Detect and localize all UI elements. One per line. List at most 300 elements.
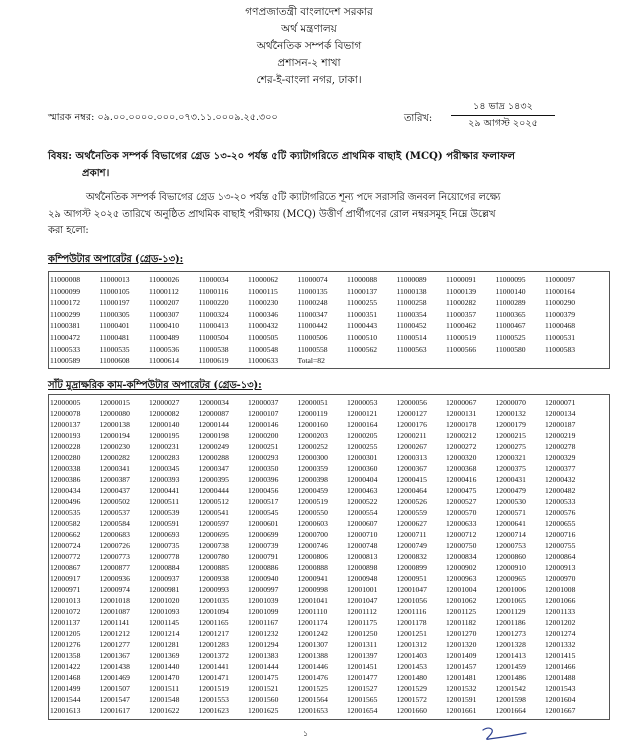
roll-number: 11000563: [396, 344, 427, 354]
roll-number: 12000535: [50, 508, 81, 517]
roll-number: 12001178: [396, 618, 427, 627]
roll-number: 11000619: [198, 356, 229, 366]
roll-number: 12000193: [50, 431, 81, 440]
roll-number: 11000324: [198, 309, 229, 319]
roll-number: 11000432: [248, 321, 279, 331]
division-name: অর্থনৈতিক সম্পর্ক বিভাগ: [256, 40, 362, 52]
roll-number: 12000970: [545, 574, 576, 583]
roll-number: 12001041: [297, 596, 328, 605]
roll-number: 12000941: [297, 574, 328, 583]
roll-number: 12000416: [446, 475, 477, 484]
roll-number: 12000710: [347, 530, 378, 539]
roll-number: 12001415: [545, 651, 576, 660]
roll-number: 12000655: [545, 519, 576, 528]
roll-number: 12001273: [495, 629, 526, 638]
roll-number: 12000526: [396, 497, 427, 506]
roll-number: 12000940: [248, 574, 279, 583]
roll-number: 12000144: [198, 420, 229, 429]
roll-number: 12000437: [99, 486, 130, 495]
roll-number: 12000321: [495, 453, 526, 462]
roll-number: 12000948: [347, 574, 378, 583]
roll-row: [50, 661, 595, 672]
roll-row: [50, 496, 595, 507]
roll-number: 12000773: [99, 552, 130, 561]
roll-row: [50, 441, 595, 452]
roll-row: [50, 274, 595, 286]
roll-row: [50, 320, 595, 332]
roll-number: 11000443: [347, 321, 378, 331]
roll-number: 12001066: [545, 596, 576, 605]
roll-number: 12000211: [396, 431, 427, 440]
roll-number: 11000410: [149, 321, 180, 331]
roll-number: 12000338: [50, 464, 81, 473]
roll-number: 12000899: [396, 563, 427, 572]
roll-number: 12000963: [446, 574, 477, 583]
roll-number: 12001358: [50, 651, 81, 660]
roll-number: 12000695: [198, 530, 229, 539]
roll-number: 12000591: [149, 519, 180, 528]
roll-number: 12001087: [99, 607, 130, 616]
roll-number: 12001281: [149, 640, 180, 649]
roll-number: 12000280: [50, 453, 81, 462]
roll-number: 12001617: [99, 706, 130, 715]
roll-number: 12000459: [297, 486, 328, 495]
roll-number: 12000530: [495, 497, 526, 506]
roll-number: 12000778: [149, 552, 180, 561]
roll-number: 12000571: [495, 508, 526, 517]
roll-number: 12000683: [99, 530, 130, 539]
roll-number: 11000207: [149, 298, 180, 308]
roll-number: 12001661: [446, 706, 477, 715]
roll-number: 12001202: [545, 618, 576, 627]
roll-number: 12000386: [50, 475, 81, 484]
roll-number: 12001072: [50, 607, 81, 616]
roll-number: 12000511: [149, 497, 180, 506]
roll-number: 12001529: [396, 684, 427, 693]
roll-list-stenographer: [50, 397, 595, 716]
roll-number: 12000367: [396, 464, 427, 473]
roll-number: 11000379: [545, 309, 576, 319]
roll-number: 12000119: [297, 409, 328, 418]
roll-number: 12000724: [50, 541, 81, 550]
roll-number: 11000255: [347, 298, 378, 308]
roll-number: 11000026: [149, 275, 180, 284]
roll-number: 12000726: [99, 541, 130, 550]
total-count: Total=82: [297, 356, 325, 366]
roll-number: 12000716: [545, 530, 576, 539]
roll-number: 12000735: [149, 541, 180, 550]
date-label: তারিখ:: [404, 113, 433, 124]
roll-number: 12000341: [99, 464, 130, 473]
roll-number: 11000562: [347, 344, 378, 354]
roll-number: 11000346: [248, 309, 279, 319]
roll-number: 12000194: [99, 431, 130, 440]
roll-number: 12000215: [495, 431, 526, 440]
roll-number: 11000282: [446, 298, 477, 308]
roll-number: 12001481: [446, 673, 477, 682]
body-line-1: অর্থনৈতিক সম্পর্ক বিভাগের গ্রেড ১৩-২০ পর্যন্ত ৫টি ক্যাটাগরিতে শূন্য পদে সরাসরি জনবল নিয়োগের লক্ষ্যে: [86, 192, 501, 203]
roll-number: 12001469: [99, 673, 130, 682]
roll-number: 12001499: [50, 684, 81, 693]
roll-number: 12001507: [99, 684, 130, 693]
roll-number: 12000965: [495, 574, 526, 583]
category-title-computer-operator: কম্পিউটার অপারেটর (গ্রেড-১৩):: [48, 254, 184, 265]
roll-row: [50, 606, 595, 617]
roll-row: [50, 683, 595, 694]
roll-number: 11000172: [50, 298, 81, 308]
roll-number: 12000512: [198, 497, 229, 506]
roll-number: 12001270: [446, 629, 477, 638]
page-number: ১: [303, 729, 309, 738]
date-block: [451, 100, 555, 131]
roll-row: [50, 397, 595, 408]
roll-number: 12001320: [446, 640, 477, 649]
roll-number: 12001486: [495, 673, 526, 682]
roll-number: 12001388: [297, 651, 328, 660]
roll-number: 11000558: [297, 344, 328, 354]
roll-number: 12000345: [149, 464, 180, 473]
roll-number: 12001312: [396, 640, 427, 649]
roll-number: 12000080: [99, 409, 130, 418]
roll-number: 12000860: [495, 552, 526, 561]
roll-number: 12000037: [248, 398, 279, 407]
government-name: গণপ্রজাতন্ত্রী বাংলাদেশ সরকার: [245, 6, 373, 18]
roll-number: 12000288: [198, 453, 229, 462]
roll-number: 11000115: [248, 286, 278, 296]
roll-number: 12001438: [99, 662, 130, 671]
roll-number: 12000971: [50, 585, 81, 594]
roll-number: 12000519: [297, 497, 328, 506]
roll-number: 12000456: [248, 486, 279, 495]
roll-number: 12000015: [99, 398, 130, 407]
roll-number: 12000570: [446, 508, 477, 517]
roll-number: 12000601: [248, 519, 279, 528]
roll-number: 11000138: [396, 286, 427, 296]
roll-number: 11000289: [495, 298, 526, 308]
roll-number: 12001182: [446, 618, 477, 627]
roll-number: 12000441: [149, 486, 180, 495]
roll-number: 12001440: [149, 662, 180, 671]
roll-number: 12000137: [50, 420, 81, 429]
roll-number: 12001175: [347, 618, 378, 627]
roll-row: [50, 705, 595, 716]
roll-number: 12000134: [545, 409, 576, 418]
roll-number: 12000398: [297, 475, 328, 484]
roll-number: 12001409: [446, 651, 477, 660]
roll-number: 12000993: [198, 585, 229, 594]
roll-number: 12001094: [198, 607, 229, 616]
roll-number: 11000351: [347, 309, 378, 319]
roll-number: 12000475: [446, 486, 477, 495]
roll-number: 12000070: [495, 398, 526, 407]
roll-number: 11000062: [248, 275, 279, 284]
roll-number: 12001274: [545, 629, 576, 638]
roll-number: 12000559: [396, 508, 427, 517]
roll-number: 12000282: [99, 453, 130, 462]
roll-number: 11000137: [347, 286, 378, 296]
roll-number: 12001145: [149, 618, 180, 627]
roll-number: 12000164: [347, 420, 378, 429]
roll-row: [50, 463, 595, 474]
roll-number: 12000597: [198, 519, 229, 528]
roll-number: 12000195: [149, 431, 180, 440]
roll-number: 12001283: [198, 640, 229, 649]
roll-number: 12000275: [495, 442, 526, 451]
roll-number: 12001476: [297, 673, 328, 682]
roll-row: [50, 518, 595, 529]
roll-number: 12001553: [198, 695, 229, 704]
roll-number: 12001065: [495, 596, 526, 605]
roll-number: 12000884: [149, 563, 180, 572]
roll-number: 12001133: [545, 607, 576, 616]
roll-number: 12001475: [248, 673, 279, 682]
roll-number: 12000746: [297, 541, 328, 550]
roll-number: 12000251: [248, 442, 279, 451]
roll-number: 12001372: [198, 651, 229, 660]
roll-number: 11000347: [297, 309, 328, 319]
roll-number: 12001137: [50, 618, 81, 627]
roll-number: 12001250: [347, 629, 378, 638]
roll-number: 12001548: [149, 695, 180, 704]
roll-number: 12000087: [198, 409, 229, 418]
roll-number: 12001214: [149, 629, 180, 638]
roll-number: 12001307: [297, 640, 328, 649]
roll-number: 12001251: [396, 629, 427, 638]
roll-number: 12001591: [446, 695, 477, 704]
subject-line-2: প্রকাশ।: [82, 167, 110, 179]
roll-number: 11000034: [198, 275, 229, 284]
roll-number: 12001232: [248, 629, 279, 638]
roll-number: 12000067: [446, 398, 477, 407]
roll-number: 11000519: [446, 332, 477, 342]
roll-number: 12001660: [396, 706, 427, 715]
roll-number: 11000566: [446, 344, 477, 354]
roll-number: 12000545: [248, 508, 279, 517]
roll-number: 12000146: [248, 420, 279, 429]
roll-row: [50, 694, 595, 705]
roll-number: 12000368: [446, 464, 477, 473]
roll-number: 12001001: [347, 585, 378, 594]
roll-number: 12001277: [99, 640, 130, 649]
roll-number: 11000230: [248, 298, 279, 308]
roll-number: 12001543: [545, 684, 576, 693]
roll-number: 11000140: [495, 286, 526, 296]
roll-number: 12000479: [495, 486, 526, 495]
roll-number: 12000867: [50, 563, 81, 572]
roll-number: 12001039: [248, 596, 279, 605]
roll-number: 11000135: [297, 286, 328, 296]
roll-number: 11000504: [198, 332, 229, 342]
roll-row: [50, 344, 595, 356]
roll-number: 12000584: [99, 519, 130, 528]
roll-number: 12001623: [198, 706, 229, 715]
roll-number: 12000633: [446, 519, 477, 528]
roll-number: 12001328: [495, 640, 526, 649]
roll-number: 11000008: [50, 275, 81, 284]
roll-number: 11000401: [99, 321, 130, 331]
roll-number: 12000053: [347, 398, 378, 407]
roll-number: 12000178: [446, 420, 477, 429]
roll-number: 11000248: [297, 298, 328, 308]
roll-row: [50, 650, 595, 661]
roll-number: 11000197: [99, 298, 130, 308]
roll-number: 12001205: [50, 629, 81, 638]
roll-number: 12001525: [297, 684, 328, 693]
letterhead: [0, 4, 618, 89]
roll-number: 12001165: [198, 618, 229, 627]
roll-number: 12000750: [446, 541, 477, 550]
roll-number: 12000131: [446, 409, 477, 418]
roll-number: 12001572: [396, 695, 427, 704]
roll-number: 12001560: [248, 695, 279, 704]
roll-number: 12000550: [297, 508, 328, 517]
roll-number: 12000541: [198, 508, 229, 517]
roll-number: 12000252: [297, 442, 328, 451]
roll-number: 12000813: [347, 552, 378, 561]
roll-number: 12001547: [99, 695, 130, 704]
roll-number: 12000301: [347, 453, 378, 462]
roll-number: 12001471: [198, 673, 229, 682]
roll-number: 11000357: [446, 309, 477, 319]
roll-number: 12000056: [396, 398, 427, 407]
roll-number: 12000187: [545, 420, 576, 429]
roll-number: 11000472: [50, 332, 81, 342]
roll-number: 12001112: [347, 607, 377, 616]
roll-number: 12000806: [297, 552, 328, 561]
roll-number: 12000140: [149, 420, 180, 429]
roll-number: 12001480: [396, 673, 427, 682]
roll-number: 12001047: [396, 585, 427, 594]
roll-number: 12000699: [248, 530, 279, 539]
roll-number: 12000434: [50, 486, 81, 495]
roll-number: 12000627: [396, 519, 427, 528]
roll-number: 12001008: [545, 585, 576, 594]
roll-number: 12000393: [149, 475, 180, 484]
roll-number: 12001664: [495, 706, 526, 715]
roll-number: 11000089: [396, 275, 427, 284]
roll-number: 12001466: [545, 662, 576, 671]
roll-number: 12000205: [347, 431, 378, 440]
roll-row: [50, 297, 595, 309]
roll-number: 12000998: [297, 585, 328, 594]
roll-number: 12001446: [297, 662, 328, 671]
roll-number: 11000290: [545, 298, 576, 308]
roll-number: 12000662: [50, 530, 81, 539]
date-gregorian: ২৯ আগস্ট ২০২৫: [468, 118, 538, 129]
roll-number: 12000444: [198, 486, 229, 495]
roll-number: 12000886: [248, 563, 279, 572]
roll-number: 12000714: [495, 530, 526, 539]
roll-number: 12000885: [198, 563, 229, 572]
roll-number: 12001035: [198, 596, 229, 605]
roll-number: 12000283: [149, 453, 180, 462]
roll-number: 12001311: [347, 640, 378, 649]
roll-number: 12000176: [396, 420, 427, 429]
roll-row: [50, 474, 595, 485]
roll-number: 12000755: [545, 541, 576, 550]
roll-number: 12001020: [149, 596, 180, 605]
roll-number: 12001598: [495, 695, 526, 704]
roll-row: [50, 355, 595, 367]
roll-number: 12000582: [50, 519, 81, 528]
roll-number: 12000300: [297, 453, 328, 462]
body-paragraph: [48, 190, 608, 240]
roll-number: 12000502: [99, 497, 130, 506]
roll-number: 12001622: [149, 706, 180, 715]
roll-number: 12000230: [99, 442, 130, 451]
roll-number: 12000537: [99, 508, 130, 517]
roll-number: 12001186: [495, 618, 526, 627]
roll-number: 12000027: [149, 398, 180, 407]
roll-row: [50, 332, 595, 344]
roll-number: 11000381: [50, 321, 81, 331]
roll-number: 12000951: [396, 574, 427, 583]
roll-number: 12001477: [347, 673, 378, 682]
roll-number: 12001242: [297, 629, 328, 638]
roll-number: 12000377: [545, 464, 576, 473]
roll-number: 12001167: [248, 618, 279, 627]
roll-number: 11000354: [396, 309, 427, 319]
roll-number: 12000936: [99, 574, 130, 583]
roll-number: 12001099: [248, 607, 279, 616]
roll-number: 12000272: [446, 442, 477, 451]
roll-number: 12000482: [545, 486, 576, 495]
roll-number: 12000082: [149, 409, 180, 418]
roll-number: 12000910: [495, 563, 526, 572]
roll-number: 12000198: [198, 431, 229, 440]
roll-number: 11000614: [149, 356, 180, 366]
subject: [48, 148, 603, 182]
roll-number: 12001565: [347, 695, 378, 704]
roll-number: 12000051: [297, 398, 328, 407]
roll-row: [50, 309, 595, 321]
roll-number: 12000554: [347, 508, 378, 517]
roll-number: 11000095: [495, 275, 526, 284]
roll-number: 12001110: [297, 607, 328, 616]
roll-number: 12000938: [198, 574, 229, 583]
roll-number: 12000228: [50, 442, 81, 451]
roll-number: 12000522: [347, 497, 378, 506]
roll-row: [50, 452, 595, 463]
roll-number: 11000105: [99, 286, 130, 296]
roll-number: 12001511: [149, 684, 180, 693]
roll-number: 12001453: [396, 662, 427, 671]
roll-number: 11000514: [396, 332, 427, 342]
roll-number: 11000467: [495, 321, 526, 331]
roll-number: 12000219: [545, 431, 576, 440]
roll-number: 11000442: [297, 321, 328, 331]
roll-number: 12000748: [347, 541, 378, 550]
branch-name: প্রশাসন-২ শাখা: [277, 57, 341, 69]
roll-number: 11000164: [545, 286, 576, 296]
roll-number: 12000700: [297, 530, 328, 539]
roll-row: [50, 485, 595, 496]
roll-number: 11000220: [198, 298, 229, 308]
roll-number: 12000517: [248, 497, 279, 506]
roll-number: 11000589: [50, 356, 81, 366]
roll-number: 12000212: [446, 431, 477, 440]
subject-line-1: বিষয়: অর্থনৈতিক সম্পর্ক বিভাগের গ্রেড ১৩-২০ পর্যন্ত ৫টি ক্যাটাগরিতে প্রাথমিক বাছাই (MCQ) পরীক্ষার ফলাফল: [48, 150, 516, 162]
roll-number: 12001212: [99, 629, 130, 638]
roll-number: 12000772: [50, 552, 81, 561]
roll-number: 12000313: [396, 453, 427, 462]
roll-number: 11000548: [248, 344, 279, 354]
roll-number: 12001653: [297, 706, 328, 715]
body-line-3: করা হলো:: [48, 225, 89, 236]
roll-number: 12001056: [396, 596, 427, 605]
roll-number: 11000365: [495, 309, 526, 319]
roll-number: 12000464: [396, 486, 427, 495]
